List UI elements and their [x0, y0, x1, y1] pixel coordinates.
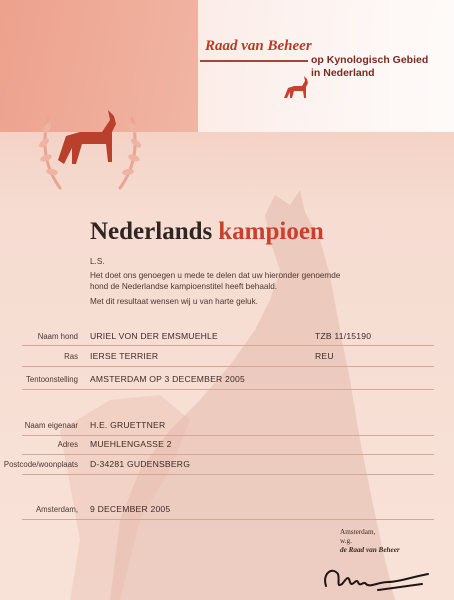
- place-label: Amsterdam,: [35, 505, 78, 514]
- dog-logo-icon: [280, 72, 312, 106]
- owner-name-label: Naam eigenaar: [24, 421, 78, 430]
- intro-line-1: Het doet ons genoegen u mede te delen dat uw hieronder genoemde: [90, 271, 341, 280]
- dog-name-value: URIEL VON DER EMSMUEHLE: [90, 331, 218, 341]
- laurel-wreath-dog-emblem: [30, 88, 150, 198]
- dog-name-label: Naam hond: [37, 332, 78, 341]
- sex-value: REU: [315, 351, 334, 361]
- owner-name-value: H.E. GRUETTNER: [90, 420, 166, 430]
- signature-place: Amsterdam,: [340, 528, 376, 536]
- divider: [22, 519, 434, 520]
- org-underline: [200, 60, 308, 62]
- signature-wg: w.g.: [340, 537, 352, 545]
- address-value: MUEHLENGASSE 2: [90, 439, 172, 449]
- certificate-title: [90, 218, 324, 246]
- org-name: Raad van Beheer: [205, 38, 312, 54]
- signature-org: de Raad van Beheer: [340, 546, 400, 554]
- divider: [22, 435, 434, 436]
- intro-line-3: Met dit resultaat wensen wij u van harte geluk.: [90, 297, 258, 306]
- header-panel: [198, 0, 454, 132]
- postal-label: Postcode/woonplaats: [3, 460, 78, 469]
- title-part-kampioen: kampioen: [218, 218, 324, 245]
- show-label: Tentoonstelling: [25, 375, 78, 384]
- divider: [22, 474, 434, 475]
- breed-label: Ras: [64, 352, 78, 361]
- divider: [22, 454, 434, 455]
- address-label: Adres: [57, 440, 78, 449]
- postal-value: D-34281 GUDENSBERG: [90, 459, 191, 469]
- salutation: L.S.: [90, 257, 105, 266]
- signature-block: [340, 528, 400, 555]
- breed-value: IERSE TERRIER: [90, 351, 159, 361]
- org-subtitle-line-1: op Kynologisch Gebied: [311, 54, 429, 66]
- org-subtitle-line-2: in Nederland: [311, 67, 375, 79]
- title-part-nederlands: Nederlands: [90, 218, 213, 245]
- issue-date-value: 9 DECEMBER 2005: [90, 504, 171, 514]
- show-value: AMSTERDAM OP 3 DECEMBER 2005: [90, 374, 245, 384]
- registration-number: TZB 11/15190: [315, 331, 372, 341]
- intro-line-2: hond de Nederlandse kampioenstitel heeft behaald.: [90, 282, 278, 291]
- handwritten-signature: [318, 560, 438, 596]
- divider: [22, 389, 434, 390]
- divider: [22, 345, 434, 346]
- divider: [22, 366, 434, 367]
